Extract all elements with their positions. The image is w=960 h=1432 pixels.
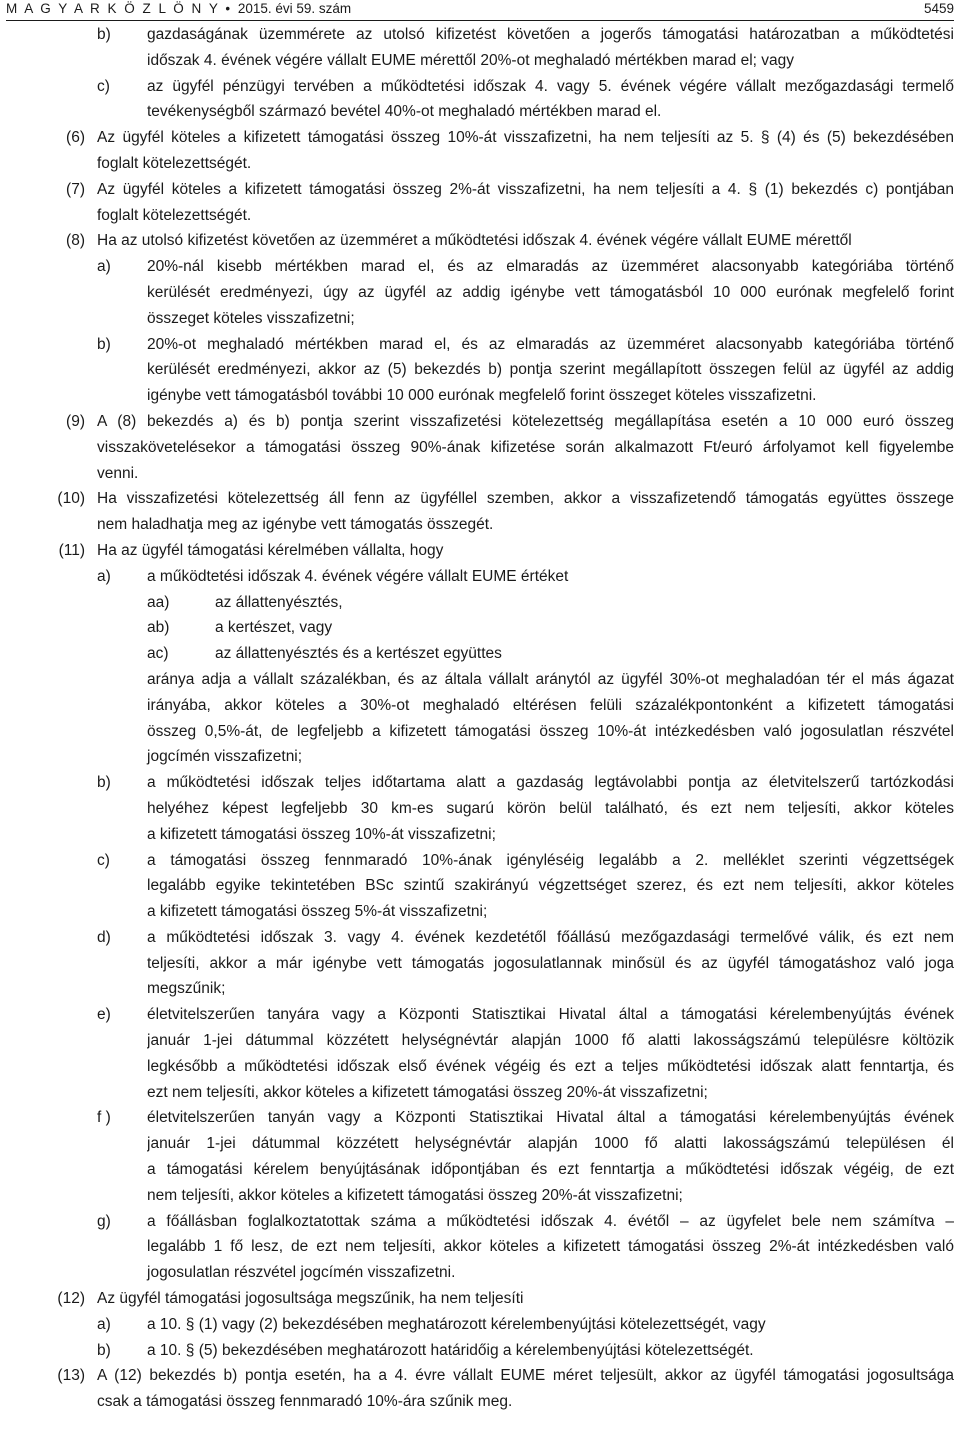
text-line bbox=[0, 125, 960, 151]
point-label: ac) bbox=[147, 645, 169, 663]
point-label: b) bbox=[97, 26, 111, 43]
text-line bbox=[0, 99, 960, 125]
paragraph-number: (11) bbox=[58, 541, 85, 559]
text-line bbox=[0, 641, 960, 667]
text-line bbox=[0, 925, 960, 951]
text-line bbox=[0, 1260, 960, 1286]
text-line bbox=[0, 48, 960, 74]
header-rule bbox=[6, 20, 954, 21]
line-text: életvitelszerűen tanyára vagy a Központi Statisztikai Hivatal által a támogatási kérelembenyújtás évének bbox=[147, 1006, 954, 1024]
point-label: a) bbox=[97, 1315, 111, 1333]
line-text: a kifizetett támogatási összeg 5%-át visszafizetni; bbox=[147, 903, 488, 921]
text-line bbox=[0, 873, 960, 899]
text-line bbox=[0, 1363, 960, 1389]
line-text: a 10. § (5) bekezdésében meghatározott határidőig a kérelembenyújtási kötelezettségét. bbox=[147, 1341, 754, 1359]
line-text: életvitelszerűen tanyán vagy a Központi Statisztikai Hivatal által a támogatási kérelembenyújtás évének bbox=[147, 1109, 954, 1127]
point-label: d) bbox=[97, 928, 111, 946]
point-label: a) bbox=[97, 567, 111, 585]
text-line bbox=[0, 822, 960, 848]
text-line bbox=[0, 461, 960, 487]
line-text: legkésőbb a működtetési időszak első évének végéig és ezt a teljes működtetési időszak alatt fenntartja, és bbox=[147, 1057, 954, 1075]
journal-name: M A G Y A R K Ö Z L Ö N Y bbox=[6, 1, 220, 16]
text-line bbox=[0, 770, 960, 796]
page-number: 5459 bbox=[923, 1, 954, 16]
line-text: visszakövetelésekor a támogatási összeg 90%-ának kifizetése során alkalmazott Ft/euró árfolyamot kell figyelembe bbox=[97, 438, 954, 456]
paragraph-number: (8) bbox=[66, 232, 85, 250]
text-line bbox=[0, 615, 960, 641]
line-text: ezt nem teljesíti, akkor köteles a kifizetett támogatási összeg 20%-át visszafizetni; bbox=[147, 1083, 708, 1101]
paragraph-number: (13) bbox=[57, 1367, 85, 1385]
text-line bbox=[0, 667, 960, 693]
text-line bbox=[0, 74, 960, 100]
header-bullet: • bbox=[225, 1, 233, 16]
point-label: g) bbox=[97, 1212, 111, 1230]
point-label: e) bbox=[97, 1006, 111, 1024]
line-text: nem haladhatja meg az igénybe vett támogatás összegét. bbox=[97, 516, 494, 534]
text-line bbox=[0, 486, 960, 512]
text-line bbox=[0, 1028, 960, 1054]
line-text: 20%-nál kisebb mértékben marad el, és az elmaradás az üzemméret alacsonyabb kategóriába történő bbox=[147, 258, 954, 276]
paragraph-number: (9) bbox=[66, 412, 85, 430]
text-line bbox=[0, 1080, 960, 1106]
line-text: A (8) bekezdés a) és b) pontja szerint visszafizetési kötelezettség megállapítása esetén a 10 000 euró összeg bbox=[97, 412, 954, 430]
line-text: teljesíti, akkor a már igénybe vett támogatás jogosulatlannak minősül és az ügyfél támogatáshoz való joga bbox=[147, 954, 954, 972]
text-line bbox=[0, 1183, 960, 1209]
point-label: ab) bbox=[147, 619, 170, 637]
text-line bbox=[0, 1286, 960, 1312]
text-line bbox=[0, 564, 960, 590]
line-text: gazdaságának üzemmérete az utolsó kifizetést követően a jogerős támogatási határozatban a működtetési bbox=[147, 26, 954, 43]
text-line bbox=[0, 1312, 960, 1338]
paragraph-number: (10) bbox=[57, 490, 85, 508]
text-line bbox=[0, 744, 960, 770]
line-text: foglalt kötelezettségét. bbox=[97, 206, 252, 224]
line-text: legalább egyike tekintetében BSc szintű szakirányú végzettséget szerez, és ezt nem teljesíti, akkor köteles bbox=[147, 877, 954, 895]
text-line bbox=[0, 976, 960, 1002]
text-line bbox=[0, 228, 960, 254]
line-text: a kifizetett támogatási összeg 10%-át visszafizetni; bbox=[147, 825, 496, 843]
text-line bbox=[0, 280, 960, 306]
point-label: b) bbox=[97, 335, 111, 353]
text-line bbox=[0, 1209, 960, 1235]
line-text: venni. bbox=[97, 464, 139, 482]
line-text: megszűnik; bbox=[147, 980, 226, 998]
line-text: csak a támogatási összeg fennmaradó 10%-ára szűnik meg. bbox=[97, 1393, 513, 1411]
text-line bbox=[0, 332, 960, 358]
line-text: Az ügyfél köteles a kifizetett támogatási összeg 10%-át visszafizetni, ha nem teljesíti az 5. § (4) és (5) bekezdésében bbox=[97, 129, 954, 147]
line-text: Az ügyfél támogatási jogosultsága megszűnik, ha nem teljesíti bbox=[97, 1290, 524, 1308]
line-text: tevékenységből származó bevétel 40%-ot meghaladó mértékben marad el. bbox=[147, 103, 662, 121]
text-line bbox=[0, 177, 960, 203]
text-line bbox=[0, 254, 960, 280]
point-label: b) bbox=[97, 1341, 111, 1359]
line-text: legalább 1 fő lesz, de ezt nem teljesíti, akkor köteles a kifizetett támogatási összeg 2%-át intézkedésben való bbox=[147, 1238, 954, 1256]
line-text: A (12) bekezdés b) pontja esetén, ha a 4. évre vállalt EUME méret teljesült, akkor az ügyfél támogatási jogosultsága bbox=[97, 1367, 954, 1385]
paragraph-number: (6) bbox=[66, 129, 85, 147]
text-line bbox=[0, 409, 960, 435]
line-text: Ha az ügyfél támogatási kérelmében vállalta, hogy bbox=[97, 541, 444, 559]
line-text: igénybe vett támogatásból további 10 000 eurónak megfelelő forint összeget köteles visszafizetni. bbox=[147, 387, 817, 405]
line-text: az ügyfél pénzügyi tervében a működtetési időszak 4. vagy 5. évének végére vállalt mezőgazdasági termelő bbox=[147, 77, 954, 95]
point-label: a) bbox=[97, 258, 111, 276]
line-text: irányába, akkor köteles a 30%-ot meghaladó eltérésen felüli százalékpontonként a kifizetett támogatási bbox=[147, 696, 954, 714]
point-label: f ) bbox=[97, 1109, 111, 1127]
text-line bbox=[0, 203, 960, 229]
text-line bbox=[0, 1157, 960, 1183]
line-text: jogcímén visszafizetni; bbox=[147, 748, 303, 766]
line-text: Ha az utolsó kifizetést követően az üzemméret a működtetési időszak 4. évének végére vállalt EUME mérettől bbox=[97, 232, 852, 250]
point-label: c) bbox=[97, 77, 110, 95]
line-text: időszak 4. évének végére vállalt EUME mérettől 20%-ot meghaladó mértékben marad el; vagy bbox=[147, 51, 795, 69]
text-line bbox=[0, 538, 960, 564]
line-text: helyéhez képest legfeljebb 30 km-es sugarú körön belül található, és ezt nem teljesíti, akkor köteles bbox=[147, 799, 954, 817]
text-line bbox=[0, 899, 960, 925]
text-line bbox=[0, 435, 960, 461]
text-line bbox=[0, 796, 960, 822]
text-line bbox=[0, 951, 960, 977]
line-text: kerülését eredményezi, akkor az (5) bekezdés b) pontja szerint megállapított összegen felül az ügyfél az addig bbox=[147, 361, 954, 379]
paragraph-number: (7) bbox=[66, 180, 85, 198]
line-text: összeget köteles visszafizetni; bbox=[147, 309, 355, 327]
line-text: Ha visszafizetési kötelezettség áll fenn az ügyféllel szemben, akkor a visszafizetendő támogatás együttes összege bbox=[97, 490, 954, 508]
line-text: kerülését eredményezi, úgy az ügyfél az addig igénybe vett támogatásból 10 000 eurónak megfelelő forint bbox=[147, 283, 954, 301]
line-text: aránya adja a vállalt százalékban, és az általa vállalt aránytól az ügyfél 30%-ot meghaladóan tér el más ágazat bbox=[147, 670, 954, 688]
text-line bbox=[0, 151, 960, 177]
line-text: foglalt kötelezettségét. bbox=[97, 154, 252, 172]
line-text: a főállásban foglalkoztatottak száma a működtetési időszak 4. évétől – az ügyfelet bele nem számítva – bbox=[147, 1212, 954, 1230]
line-text: a támogatási kérelem benyújtásának időpontjában és ezt fenntartja a működtetési időszak végéig, de ezt bbox=[147, 1161, 954, 1179]
text-line bbox=[0, 22, 960, 48]
line-text: a működtetési időszak teljes időtartama alatt a gazdaság legtávolabbi pontja az életvitelszerű tartózkodási bbox=[147, 774, 954, 792]
text-line bbox=[0, 512, 960, 538]
line-text: a működtetési időszak 3. vagy 4. évének kezdetétől főállású mezőgazdasági termelővé válik, és ezt nem bbox=[147, 928, 954, 946]
line-text: a működtetési időszak 4. évének végére vállalt EUME értéket bbox=[147, 567, 569, 585]
text-line bbox=[0, 1002, 960, 1028]
line-text: a 10. § (1) vagy (2) bekezdésében meghatározott kérelembenyújtási kötelezettségét, vagy bbox=[147, 1315, 766, 1333]
text-line bbox=[0, 1054, 960, 1080]
page-header bbox=[6, 0, 954, 22]
line-text: jogosulatlan részvétel jogcímén visszafizetni. bbox=[147, 1264, 456, 1282]
line-text: összeg 0,5%-át, de legfeljebb a kifizetett támogatási összeg 10%-át intézkedésben való jogosulatlan részvétel bbox=[147, 722, 954, 740]
text-line bbox=[0, 848, 960, 874]
text-line bbox=[0, 590, 960, 616]
text-line bbox=[0, 1234, 960, 1260]
text-line bbox=[0, 1105, 960, 1131]
text-line bbox=[0, 693, 960, 719]
point-label: b) bbox=[97, 774, 111, 792]
text-line bbox=[0, 1131, 960, 1157]
line-text: január 1-jei dátummal közzétett helységnévtár alapján 1000 fő alatti lakosságszámú településre költözik bbox=[147, 1032, 954, 1050]
line-text: az állattenyésztés és a kertészet együttes bbox=[215, 645, 502, 663]
line-text: 20%-ot meghaladó mértékben marad el, és az elmaradás az üzemméret alacsonyabb kategóriába történő bbox=[147, 335, 954, 353]
text-line bbox=[0, 1338, 960, 1364]
line-text: január 1-jei dátummal közzétett helységnévtár alapján 1000 fő alatti lakosságszámú településen él bbox=[147, 1135, 954, 1153]
paragraph-number: (12) bbox=[57, 1290, 85, 1308]
line-text: nem teljesíti, akkor köteles a kifizetett támogatási összeg 20%-át visszafizetni; bbox=[147, 1186, 683, 1204]
text-line bbox=[0, 1389, 960, 1415]
line-text: a kertészet, vagy bbox=[215, 619, 333, 637]
text-line bbox=[0, 306, 960, 332]
text-line bbox=[0, 383, 960, 409]
point-label: c) bbox=[97, 851, 110, 869]
line-text: a támogatási összeg fennmaradó 10%-ának igényléséig legalább a 2. melléklet szerinti végzettségek bbox=[147, 851, 954, 869]
document-body bbox=[0, 22, 960, 1415]
issue-label: 2015. évi 59. szám bbox=[237, 1, 352, 16]
line-text: Az ügyfél köteles a kifizetett támogatási összeg 2%-át visszafizetni, ha nem teljesíti a 4. § (1) bekezdés c) pontjában bbox=[97, 180, 954, 198]
point-label: aa) bbox=[147, 593, 170, 611]
journal-title bbox=[6, 0, 351, 18]
text-line bbox=[0, 719, 960, 745]
text-line bbox=[0, 357, 960, 383]
line-text: az állattenyésztés, bbox=[215, 593, 343, 611]
